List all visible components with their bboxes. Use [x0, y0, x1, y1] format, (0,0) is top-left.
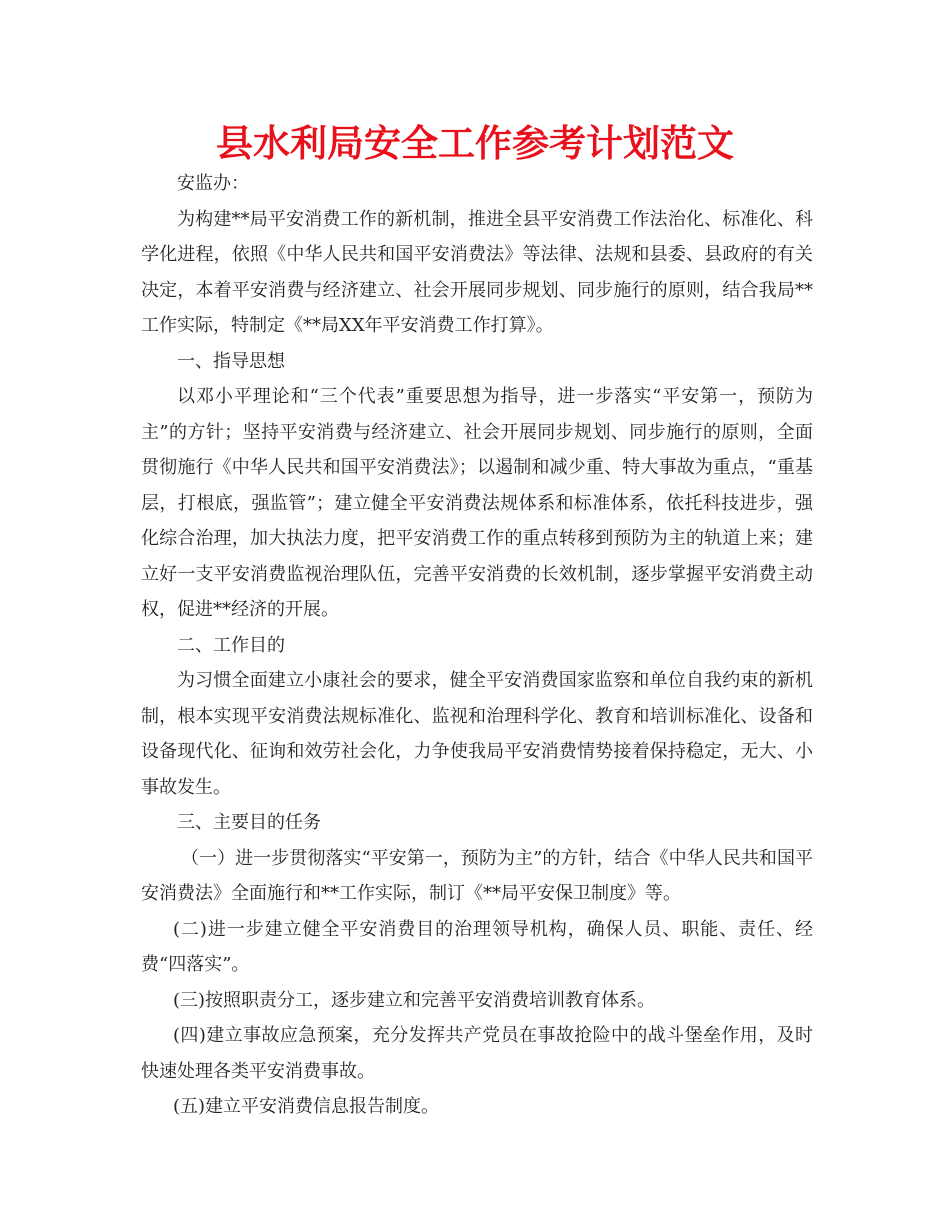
guiding-thought-paragraph: 以邓小平理论和“三个代表”重要思想为指导，进一步落实“平安第一，预防为主”的方针；坚持平安消费与经济建立、社会开展同步规划、同步施行的原则，全面贯彻施行《中华人民共和国平安消费法》；以遏制和减少重、特大事故为重点，“重基层，打根底，强监管”；建立健全平安消费法规体系和标准体系，依托科技进步，强化综合治理，加大执法力度，把平安消费工作的重点转移到预防为主的轨道上来；建立好一支平安消费监视治理队伍，完善平安消费的长效机制，逐步掌握平安消费主动权，促进**经济的开展。: [141, 386, 813, 620]
salutation: 安监办：: [177, 173, 249, 194]
section-heading-guiding-thought: 一、指导思想: [177, 350, 285, 372]
task-item-5: (五)建立平安消费信息报告制度。: [173, 1096, 440, 1117]
intro-paragraph: 为构建**局平安消费工作的新机制，推进全县平安消费工作法治化、标准化、科学化进程，依照《中华人民共和国平安消费法》等法律、法规和县委、县政府的有关决定，本着平安消费与经济建立、社会开展同步规划、同步施行的原则，结合我局**工作实际，特制定《**局XX年平安消费工作打算》。: [141, 208, 813, 336]
work-goals-paragraph: 为习惯全面建立小康社会的要求，健全平安消费国家监察和单位自我约束的新机制，根本实现平安消费法规标准化、监视和治理科学化、教育和培训标准化、设备和设备现代化、征询和效劳社会化，力争使我局平安消费情势接着保持稳定，无大、小事故发生。: [141, 670, 813, 798]
document-title: 县水利局安全工作参考计划范文: [216, 122, 734, 165]
task-item-4: (四)建立事故应急预案，充分发挥共产党员在事故抢险中的战斗堡垒作用，及时快速处理各类平安消费事故。: [141, 1025, 813, 1082]
task-item-3: (三)按照职责分工，逐步建立和完善平安消费培训教育体系。: [173, 989, 656, 1011]
document-body: [141, 166, 813, 1125]
section-heading-main-tasks: 三、主要目的任务: [177, 812, 321, 833]
task-item-2: (二)进一步建立健全平安消费目的治理领导机构，确保人员、职能、责任、经费“四落实”。: [141, 918, 813, 975]
task-item-1: （一）进一步贯彻落实“平安第一，预防为主”的方针，结合《中华人民共和国平安消费法》全面施行和**工作实际，制订《**局平安保卫制度》等。: [141, 847, 813, 904]
section-heading-work-goals: 二、工作目的: [177, 634, 285, 656]
